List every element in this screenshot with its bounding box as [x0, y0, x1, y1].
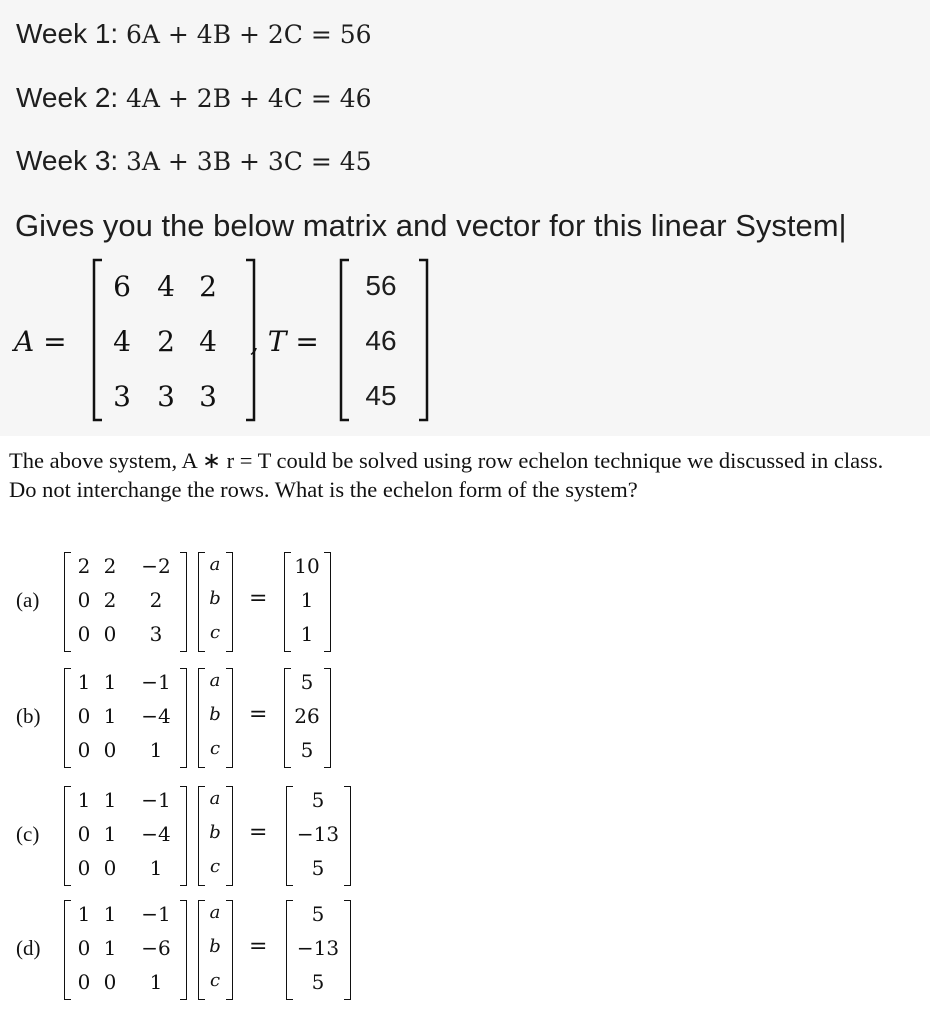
- week-label: Week 2:: [16, 82, 119, 113]
- t-label: , T =: [250, 325, 319, 358]
- matrix-cell: −1: [141, 788, 171, 812]
- rhs-cell: −13: [296, 822, 340, 846]
- matrix-cell: −1: [141, 670, 171, 694]
- var-cell: b: [209, 822, 221, 843]
- matrix-right-bracket: [180, 668, 187, 768]
- var-cell: a: [209, 670, 221, 691]
- week-3-line: [16, 145, 372, 177]
- option-c[interactable]: [0, 782, 930, 892]
- a-cell: 3: [199, 380, 217, 413]
- matrix-cell: −4: [141, 704, 171, 728]
- t-cell: 56: [365, 270, 397, 301]
- matrix-cell: 1: [103, 704, 117, 728]
- matrix-cell: 0: [77, 622, 91, 646]
- option-b[interactable]: [0, 664, 930, 774]
- var-cell: b: [209, 588, 221, 609]
- matrix-cell: 1: [149, 970, 163, 994]
- matrix-left-bracket: [64, 900, 71, 1000]
- matrix-cell: 0: [77, 856, 91, 880]
- rhs-cell: 26: [294, 704, 320, 728]
- matrix-cell: 1: [149, 856, 163, 880]
- var-cell: c: [209, 970, 221, 991]
- matrix-cell: 0: [77, 970, 91, 994]
- a-cell: 4: [199, 325, 217, 358]
- matrix-cell: 1: [77, 670, 91, 694]
- top-panel: [0, 0, 930, 436]
- matrix-cell: 0: [77, 704, 91, 728]
- a-cell: 4: [157, 270, 175, 303]
- a-left-bracket: [90, 258, 104, 422]
- week-equation: 3A + 3B + 3C = 45: [125, 147, 372, 176]
- vars-right-bracket: [226, 668, 233, 768]
- gives-text: Gives you the below matrix and vector for this linear System|: [15, 208, 847, 243]
- var-cell: a: [209, 554, 221, 575]
- option-label: (d): [16, 936, 41, 960]
- matrix-cell: 2: [103, 588, 117, 612]
- week-equation: 4A + 2B + 4C = 46: [125, 84, 372, 113]
- vars-left-bracket: [198, 900, 205, 1000]
- vars-left-bracket: [198, 786, 205, 886]
- rhs-cell: 5: [300, 670, 314, 694]
- equals-sign: =: [249, 702, 268, 727]
- a-cell: 3: [157, 380, 175, 413]
- matrix-cell: −4: [141, 822, 171, 846]
- var-cell: a: [209, 902, 221, 923]
- matrix-cell: 1: [103, 788, 117, 812]
- a-cell: 2: [199, 270, 217, 303]
- rhs-cell: 10: [294, 554, 320, 578]
- matrix-cell: −1: [141, 902, 171, 926]
- matrix-cell: 2: [149, 588, 163, 612]
- rhs-cell: 1: [300, 588, 314, 612]
- t-right-bracket: [417, 258, 431, 422]
- matrix-cell: 1: [103, 902, 117, 926]
- equals-sign: =: [249, 820, 268, 845]
- matrix-cell: 0: [103, 622, 117, 646]
- matrix-cell: 1: [77, 902, 91, 926]
- vars-right-bracket: [226, 900, 233, 1000]
- option-a[interactable]: [0, 548, 930, 658]
- week-equation: 6A + 4B + 2C = 56: [125, 20, 372, 49]
- vars-right-bracket: [226, 786, 233, 886]
- week-1-line: [16, 18, 372, 50]
- matrix-right-bracket: [180, 552, 187, 652]
- rhs-cell: 5: [311, 970, 325, 994]
- week-2-line: [16, 82, 372, 114]
- a-cell: 3: [113, 380, 131, 413]
- vars-right-bracket: [226, 552, 233, 652]
- option-label: (a): [16, 588, 40, 612]
- a-label: A =: [14, 325, 67, 358]
- t-cell: 46: [365, 325, 397, 356]
- rhs-right-bracket: [324, 668, 331, 768]
- rhs-cell: −13: [296, 936, 340, 960]
- matrix-cell: 1: [103, 822, 117, 846]
- matrix-cell: 0: [77, 738, 91, 762]
- matrix-cell: 0: [103, 738, 117, 762]
- rhs-cell: 5: [300, 738, 314, 762]
- rhs-right-bracket: [324, 552, 331, 652]
- option-label: (b): [16, 704, 41, 728]
- var-cell: b: [209, 936, 221, 957]
- rhs-cell: 5: [311, 902, 325, 926]
- rhs-right-bracket: [344, 900, 351, 1000]
- vars-left-bracket: [198, 552, 205, 652]
- matrix-cell: 0: [103, 856, 117, 880]
- rhs-cell: 5: [311, 788, 325, 812]
- week-label: Week 3:: [16, 145, 119, 176]
- matrix-left-bracket: [64, 668, 71, 768]
- rhs-cell: 5: [311, 856, 325, 880]
- var-cell: b: [209, 704, 221, 725]
- matrix-cell: 2: [103, 554, 117, 578]
- matrix-cell: 0: [77, 936, 91, 960]
- matrix-left-bracket: [64, 786, 71, 886]
- var-cell: a: [209, 788, 221, 809]
- equals-sign: =: [249, 934, 268, 959]
- matrix-cell: −6: [141, 936, 171, 960]
- var-cell: c: [209, 738, 221, 759]
- vars-left-bracket: [198, 668, 205, 768]
- a-cell: 4: [113, 325, 131, 358]
- var-cell: c: [209, 622, 221, 643]
- rhs-cell: 1: [300, 622, 314, 646]
- a-cell: 2: [157, 325, 175, 358]
- matrix-cell: 1: [103, 670, 117, 694]
- t-cell: 45: [365, 380, 397, 411]
- matrix-left-bracket: [64, 552, 71, 652]
- rhs-right-bracket: [344, 786, 351, 886]
- matrix-cell: 0: [77, 822, 91, 846]
- matrix-cell: 1: [103, 936, 117, 960]
- week-label: Week 1:: [16, 18, 119, 49]
- a-cell: 6: [113, 270, 131, 303]
- option-d[interactable]: [0, 896, 930, 1006]
- matrix-cell: 3: [149, 622, 163, 646]
- var-cell: c: [209, 856, 221, 877]
- matrix-cell: 1: [77, 788, 91, 812]
- matrix-cell: −2: [141, 554, 171, 578]
- question-text: The above system, A ∗ r = T could be solved using row echelon technique we discussed in class. Do not interchange the rows. What is the echelon form of the system?: [9, 448, 884, 502]
- matrix-cell: 0: [103, 970, 117, 994]
- matrix-right-bracket: [180, 786, 187, 886]
- matrix-right-bracket: [180, 900, 187, 1000]
- equals-sign: =: [249, 586, 268, 611]
- matrix-cell: 2: [77, 554, 91, 578]
- matrix-cell: 1: [149, 738, 163, 762]
- option-label: (c): [16, 822, 40, 846]
- matrix-cell: 0: [77, 588, 91, 612]
- t-left-bracket: [337, 258, 351, 422]
